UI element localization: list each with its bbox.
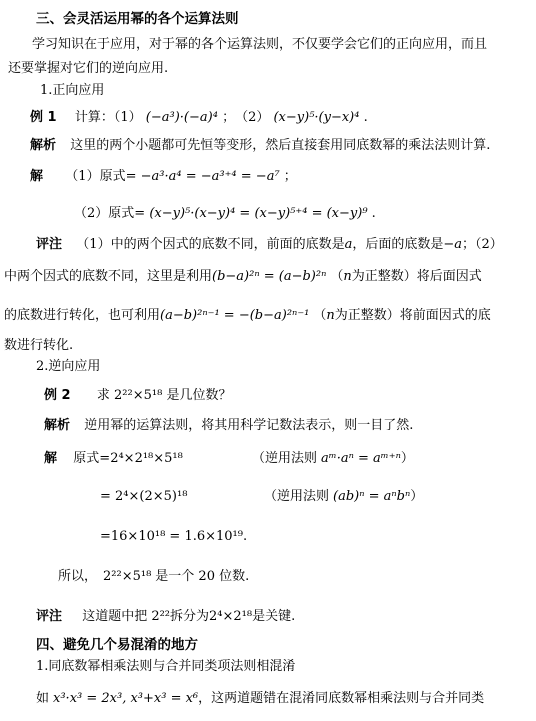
note1-line1 [36,236,503,254]
solution3-label: 解 [44,451,58,466]
example2-text-a: 求 [96,388,110,403]
analysis1-label: 解析 [30,138,57,153]
section4-sub1: 1.同底数幂相乘法则与合并同类项法则相混淆 [36,659,296,674]
note1-label: 评注 [36,237,63,252]
note1-l2-text-a: 中两个因式的底数不同，这里是利用 [4,269,213,284]
analysis1-line [30,137,490,155]
solution1-label: 解 [30,169,44,184]
conclusion-text-b: 是一个 20 位数. [155,569,250,584]
example1-label: 例 1 [30,110,57,125]
intro-line-2: 还要掌握对它们的逆向应用. [8,61,169,76]
example1-end: . [363,110,368,125]
note2-expr2: 2⁴×2¹⁸ [209,609,253,624]
conclusion-text-a: 所以， [58,569,98,584]
solution2-end: . [371,206,376,221]
solution1-end: ； [283,169,297,184]
note1-l3-expr: (a−b)²ⁿ⁻¹ = −(b−a)²ⁿ⁻¹ [160,308,310,323]
section4-heading: 四、避免几个易混淆的地方 [36,637,198,653]
note1-l2-text-c: 为正整数）将后面因式 [351,269,482,284]
note2-text-b: 拆分为 [170,609,210,624]
note1-line3 [4,307,491,325]
solution3-l1-expr: 原式=2⁴×2¹⁸×5¹⁸ [73,451,183,466]
note1-l3-text-c: 为正整数）将前面因式的底 [334,308,491,323]
solution3-l2-rule [264,488,423,506]
solution1-expr: −a³·a⁴ = −a³⁺⁴ = −a⁷ [140,169,280,184]
example1-text: 计算：（1） [74,110,142,125]
reverse-heading: 2.逆向应用 [36,359,101,374]
conclusion-expr: 2²²×5¹⁸ [103,569,152,584]
solution3-l3-end: . [242,529,248,544]
note1-line4: 数进行转化. [4,338,74,353]
rule2-text: （逆用法则 [264,489,330,504]
conclusion-line [58,568,249,586]
note2-text-c: 是关键. [252,609,296,624]
note2-line [36,608,295,626]
note2-expr1: 2²² [151,609,171,624]
section4-example-line [36,690,484,708]
solution3-line3 [100,528,247,546]
solution3-line1 [44,450,183,468]
solution2-prefix: （2）原式= [74,206,146,221]
example1-line [30,109,368,127]
rule1-expr: aᵐ·aⁿ = aᵐ⁺ⁿ [321,451,401,466]
example2-label: 例 2 [44,388,71,403]
analysis1-text: 这里的两个小题都可先恒等变形，然后直接套用同底数幂的乘法法则计算. [70,138,491,153]
note1-l3-n: n [326,308,335,323]
example1-expr1: (−a³)·(−a)⁴ [145,110,218,125]
section3-heading: 三、会灵活运用幂的各个运算法则 [36,11,239,27]
solution3-l1-rule [252,450,414,468]
solution3-l3-expr: =16×10¹⁸ = 1.6×10¹⁹ [100,529,243,544]
note2-label: 评注 [36,609,63,624]
solution2-line [74,205,376,223]
note1-line2 [4,268,482,286]
solution3-line2: = 2⁴×(2×5)¹⁸ [100,489,188,504]
note1-text-c: ，后面的底数是 [352,237,444,252]
analysis2-line [44,417,413,435]
note2-text-a: 这道题中把 [82,609,148,624]
example2-text-b: 是几位数？ [166,388,232,403]
note1-l2-text-b: （ [330,269,344,284]
rule1-text: （逆用法则 [252,451,318,466]
note1-l2-n: n [343,269,352,284]
analysis2-text: 逆用幂的运算法则，将其用科学记数法表示，则一目了然. [84,418,414,433]
section4-ex-expr: x³·x³ = 2x³, x³+x³ = x⁶ [53,691,199,706]
example2-expr: 2²²×5¹⁸ [114,388,163,403]
note1-l3-text-b: （ [313,308,327,323]
analysis2-label: 解析 [44,418,71,433]
solution1-prefix: （1）原式= [65,169,137,184]
example2-line [44,387,231,405]
forward-heading: 1.正向应用 [40,83,105,98]
intro-line-1: 学习知识在于应用，对于幂的各个运算法则，不仅要学会它们的正向应用，而且 [32,37,488,52]
note1-text-e: ；（2） [462,237,503,252]
rule2-expr: (ab)ⁿ = aⁿbⁿ [333,489,411,504]
note1-l3-text-a: 的底数进行转化，也可利用 [4,308,161,323]
section4-ex-text-a: 如 [36,691,50,706]
note1-base-neg-a: −a [443,237,463,252]
section4-ex-text-b: ，这两道题错在混淆同底数幂相乘法则与合并同类 [198,691,485,706]
rule2-end: ） [410,489,424,504]
note1-text-a: （1）中的两个因式的底数不同，前面的底数是 [76,237,345,252]
solution2-expr: (x−y)⁵·(x−y)⁴ = (x−y)⁵⁺⁴ = (x−y)⁹ [149,206,368,221]
example1-expr2: (x−y)⁵·(y−x)⁴ [273,110,360,125]
rule1-end: ） [400,451,414,466]
solution1-line [30,168,297,186]
note1-base-a: a [344,237,353,252]
example1-sep: ； （2） [222,110,270,125]
note1-l2-expr: (b−a)²ⁿ = (a−b)²ⁿ [212,269,327,284]
